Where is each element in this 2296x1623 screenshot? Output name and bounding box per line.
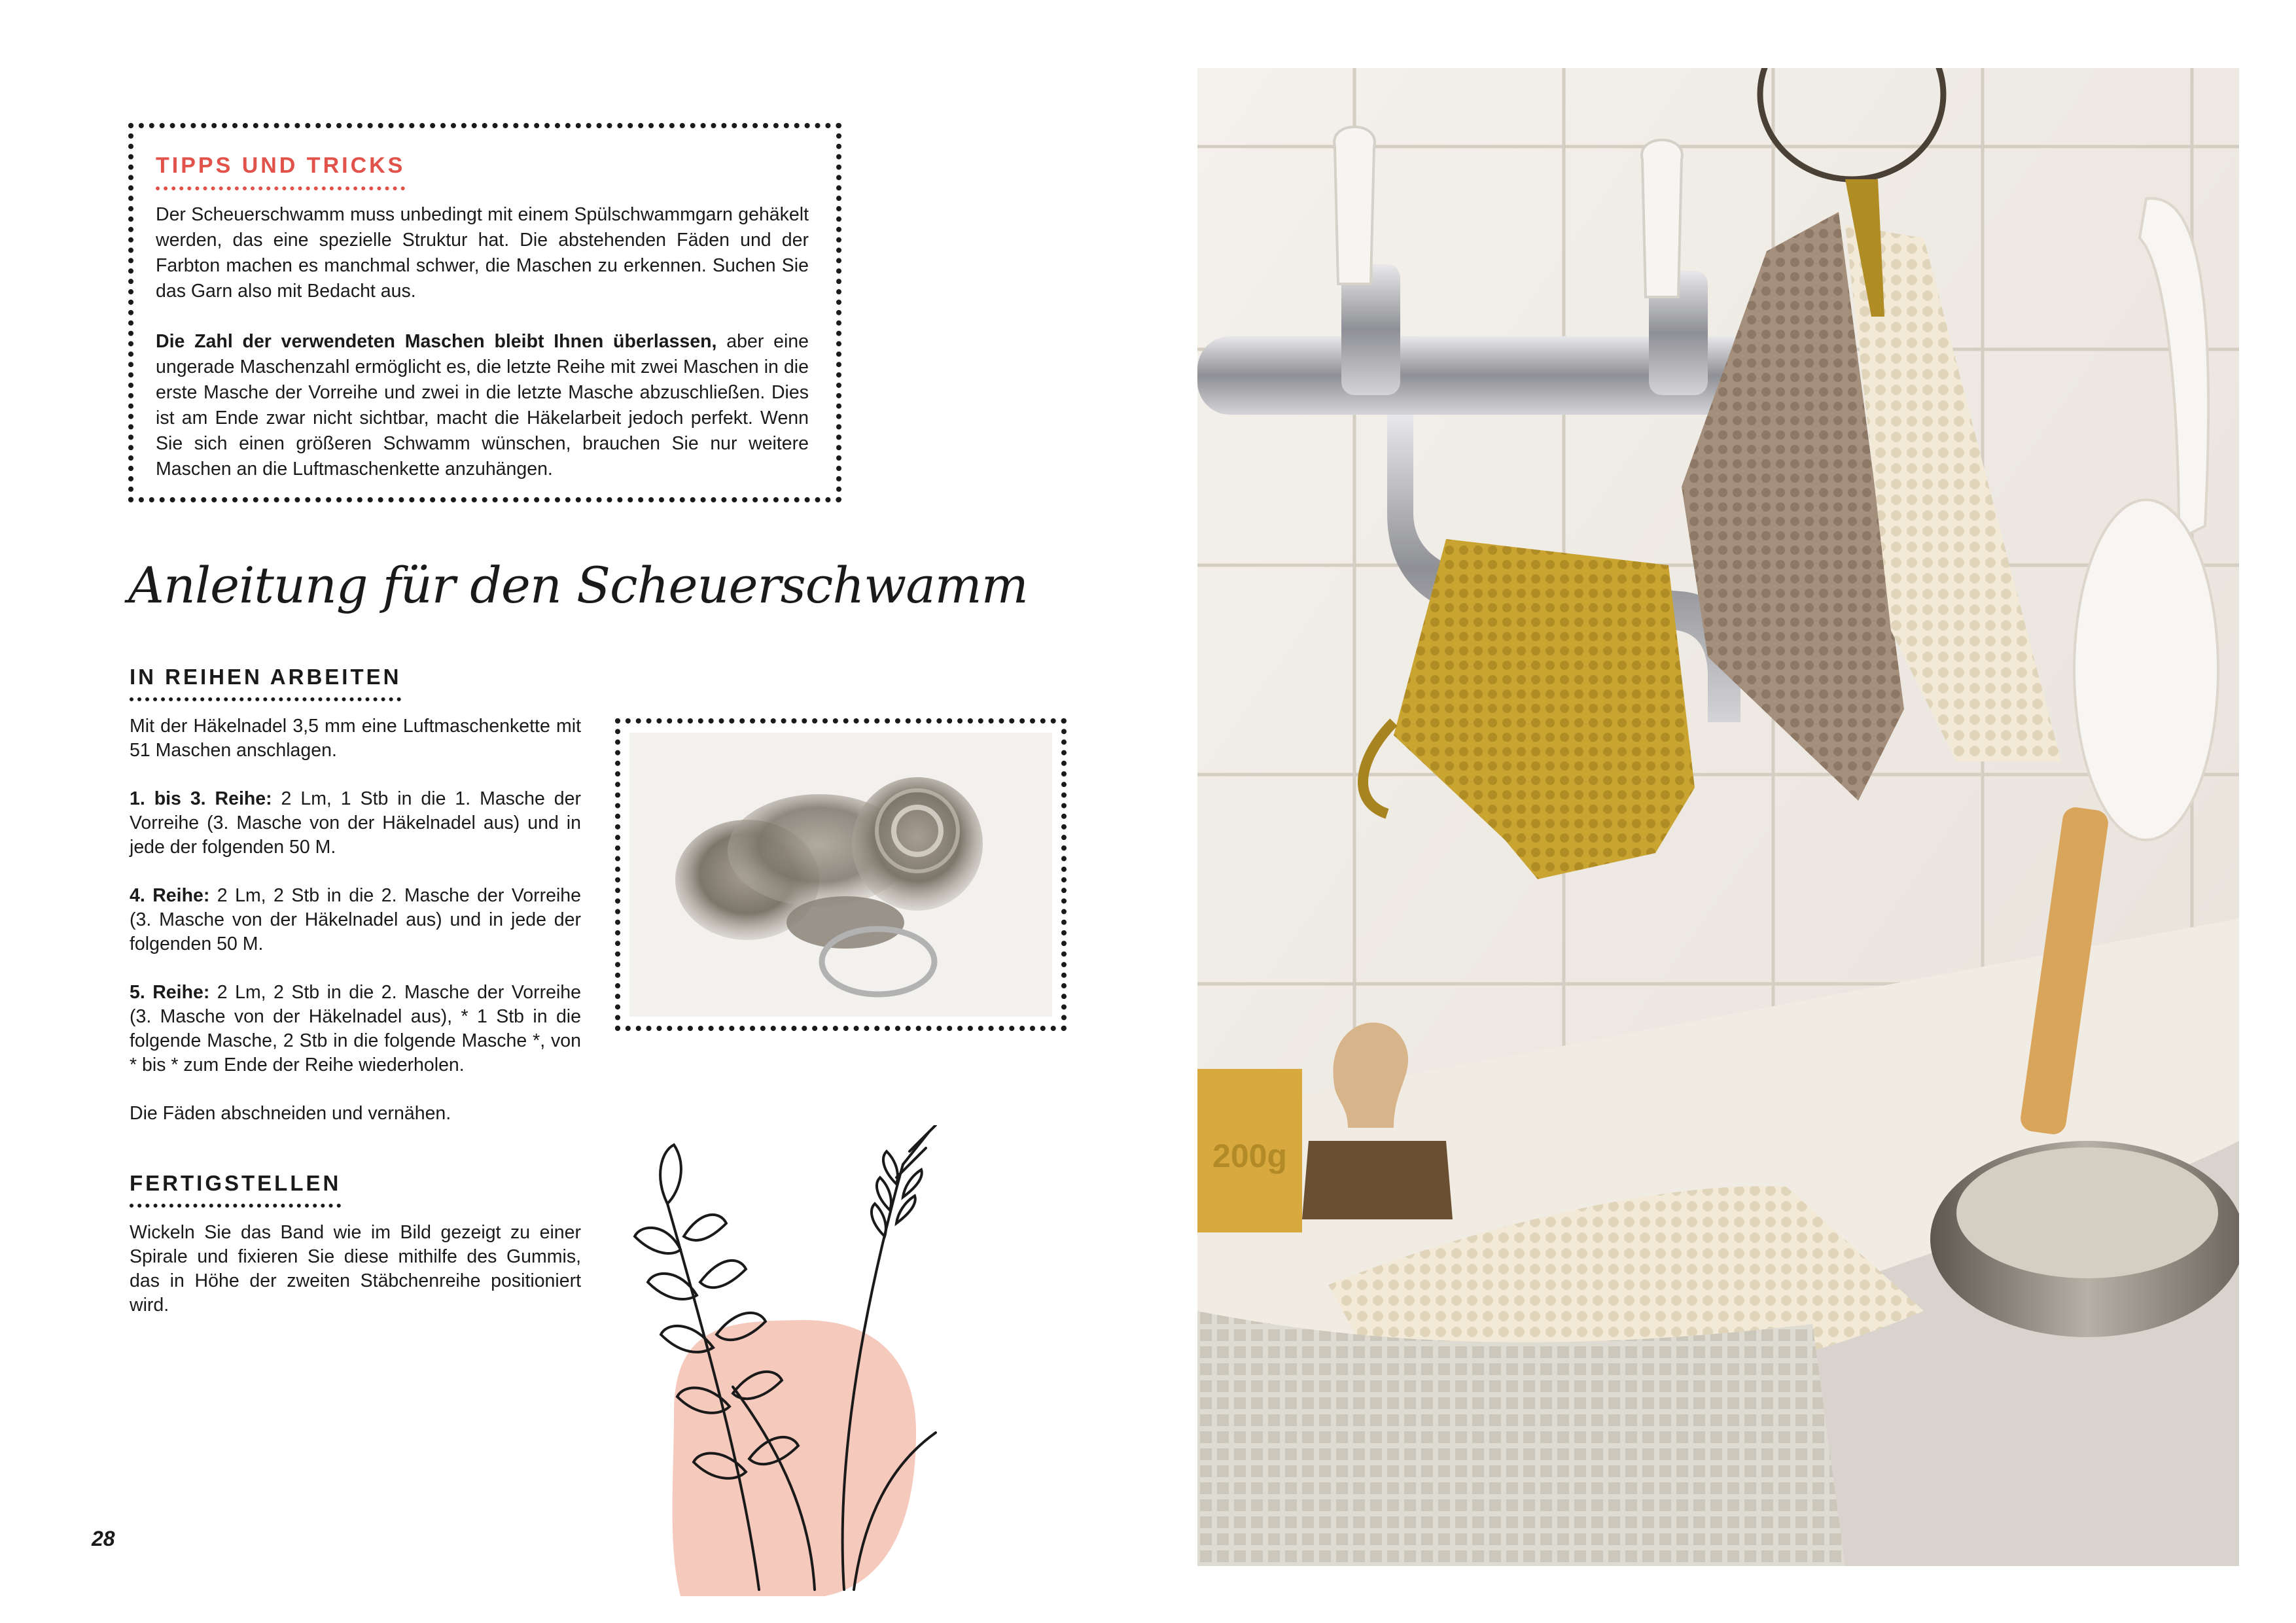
rows-step-2-text: 2 Lm, 2 Stb in die 2. Masche der Vorreihe (3. Masche von der Häkelnadel aus) und in jede der folgenden 50 M.	[130, 885, 581, 954]
tips-paragraph-2-rest: aber eine ungerade Maschenzahl ermöglicht es, die letzte Reihe mit zwei Maschen in die erste Masche der Vorreihe und zwei in die letzte Masche abzuschließen. Dies ist am Ende zwar nicht sichtbar, macht die Häkelarbeit jedoch perfekt. Wenn Sie sich einen größeren Schwamm wünschen, brauchen Sie nur weitere Maschen an die Luftmaschenkette anzuhängen.	[156, 331, 809, 480]
page-number: 28	[92, 1527, 115, 1550]
finish-text: Wickeln Sie das Band wie im Bild gezeigt zu einer Spirale und fixieren Sie diese mithilfe des Gummis, das in Höhe der zweiten Stäbchenreihe positioniert wird.	[130, 1222, 581, 1316]
rows-step-2-label: 4. Reihe:	[130, 885, 210, 906]
kitchen-scene	[1197, 68, 2239, 1566]
rows-closing: Die Fäden abschneiden und vernähen.	[130, 1103, 451, 1124]
tips-paragraph-2	[156, 329, 809, 482]
soap-label: 200g	[1212, 1138, 1287, 1174]
rows-step-3-text: 2 Lm, 2 Stb in die 2. Masche der Vorreihe (3. Masche von der Häkelnadel aus), * 1 Stb in die folgende Masche, 2 Stb in die folgende Masche *, von * bis * zum Ende der Reihe wiederholen.	[130, 982, 581, 1075]
peach-blob	[673, 1320, 917, 1596]
rows-step-1-label: 1. bis 3. Reihe:	[130, 788, 272, 809]
page-title: Anleitung für den Scheuerschwamm	[128, 556, 1028, 614]
rows-step-1-text: 2 Lm, 1 Stb in die 1. Masche der Vorreihe (3. Masche von der Häkelnadel aus) und in jede der folgenden 50 M.	[130, 788, 581, 858]
plant-illustration	[628, 1125, 1021, 1596]
tips-heading: TIPPS UND TRICKS	[156, 153, 405, 190]
rows-intro: Mit der Häkelnadel 3,5 mm eine Luftmaschenkette mit 51 Maschen anschlagen.	[130, 716, 581, 761]
tips-paragraph-2-bold: Die Zahl der verwendeten Maschen bleibt Ihnen überlassen,	[156, 331, 717, 352]
rows-section-body	[130, 714, 581, 1150]
sponge-photo-frame	[615, 718, 1067, 1031]
kitchen-photo	[1197, 68, 2239, 1566]
rows-step-3-label: 5. Reihe:	[130, 982, 210, 1003]
rows-step-3	[130, 981, 581, 1077]
finish-section-body	[130, 1221, 581, 1342]
rows-step-2	[130, 884, 581, 956]
sponge-photo	[629, 733, 1052, 1017]
tips-paragraph-1: Der Scheuerschwamm muss unbedingt mit einem Spülschwammgarn gehäkelt werden, das eine spezielle Struktur hat. Die abstehenden Fäden und der Farbton machen es manchmal schwer, die Maschen zu erkennen. Suchen Sie das Garn also mit Bedacht aus.	[156, 204, 809, 302]
tips-box	[128, 123, 841, 502]
rows-section-heading: IN REIHEN ARBEITEN	[130, 665, 401, 701]
rows-step-1	[130, 787, 581, 860]
finish-section-heading: FERTIGSTELLEN	[130, 1171, 341, 1208]
